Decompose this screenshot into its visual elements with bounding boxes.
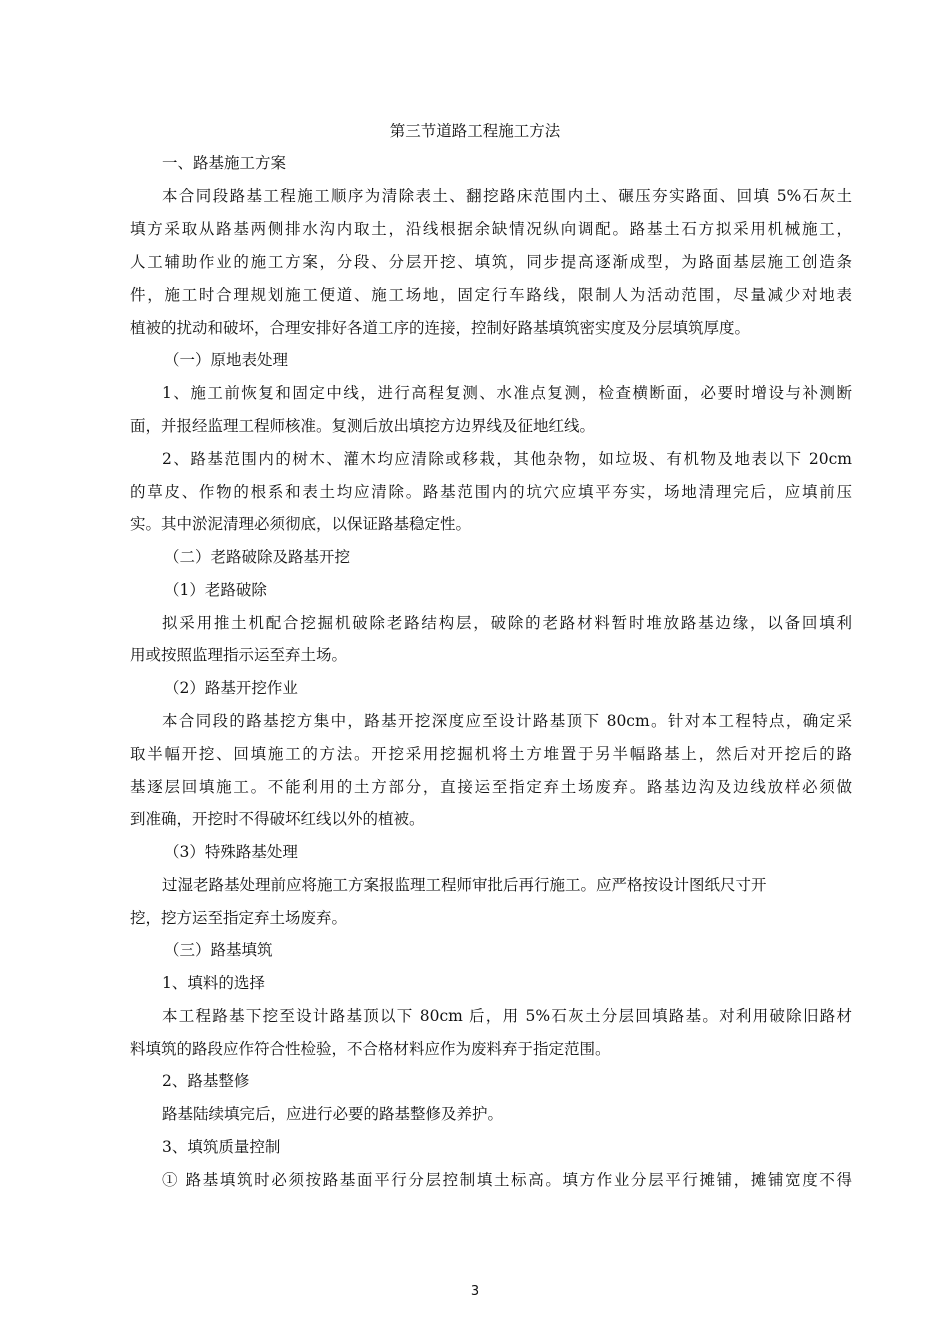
paragraph-line: ① 路基填筑时必须按路基面平行分层控制填土标高。填方作业分层平行摊铺，摊铺宽度不得 bbox=[162, 1171, 852, 1189]
paragraph-line: 取半幅开挖、回填施工的方法。开挖采用挖掘机将土方堆置于另半幅路基上，然后对开挖后的路 bbox=[130, 745, 852, 763]
subheading: （3）特殊路基处理 bbox=[164, 843, 298, 861]
paragraph-line: 2、路基范围内的树木、灌木均应清除或移栽，其他杂物，如垃圾、有机物及地表以下 20cm bbox=[162, 450, 852, 468]
paragraph-line: 路基陆续填完后，应进行必要的路基整修及养护。 bbox=[162, 1105, 504, 1123]
paragraph-line: 本合同段路基工程施工顺序为清除表土、翻挖路床范围内土、碾压夯实路面、回填 5%石灰土 bbox=[162, 187, 852, 205]
paragraph-line: 用或按照监理指示运至弃土场。 bbox=[130, 646, 348, 664]
subheading: （三）路基填筑 bbox=[164, 941, 273, 959]
section-title: 第三节道路工程施工方法 bbox=[389, 122, 561, 140]
paragraph-line: 料填筑的路段应作符合性检验，不合格材料应作为废料弃于指定范围。 bbox=[130, 1040, 611, 1058]
paragraph-line: 面，并报经监理工程师核准。复测后放出填挖方边界线及征地红线。 bbox=[130, 417, 596, 435]
paragraph-line: 的草皮、作物的根系和表土均应清除。路基范围内的坑穴应填平夯实，场地清理完后，应填前压 bbox=[130, 483, 852, 501]
paragraph-line: 到准确，开挖时不得破坏红线以外的植被。 bbox=[130, 810, 425, 828]
subheading: （二）老路破除及路基开挖 bbox=[164, 548, 351, 566]
paragraph-line: 挖，挖方运至指定弃土场废弃。 bbox=[130, 909, 348, 927]
paragraph-line: 填方采取从路基两侧排水沟内取土，沿线根据余缺情况纵向调配。路基土石方拟采用机械施工， bbox=[130, 220, 852, 238]
paragraph-line: 植被的扰动和破坏，合理安排好各道工序的连接，控制好路基填筑密实度及分层填筑厚度。 bbox=[130, 319, 751, 337]
paragraph-line: 本合同段的路基挖方集中，路基开挖深度应至设计路基顶下 80cm。针对本工程特点，确定采 bbox=[162, 712, 852, 730]
subheading: （1）老路破除 bbox=[164, 581, 267, 599]
heading-roadbed-plan: 一、路基施工方案 bbox=[162, 154, 287, 172]
paragraph-line: 实。其中淤泥清理必须彻底，以保证路基稳定性。 bbox=[130, 515, 472, 533]
subheading: （2）路基开挖作业 bbox=[164, 679, 298, 697]
paragraph-line: 件，施工时合理规划施工便道、施工场地，固定行车路线，限制人为活动范围，尽量减少对地表 bbox=[130, 286, 852, 304]
paragraph-line: 1、施工前恢复和固定中线，进行高程复测、水准点复测，检查横断面，必要时增设与补测断 bbox=[162, 384, 852, 402]
subheading: 1、填料的选择 bbox=[162, 974, 265, 992]
paragraph-line: 本工程路基下挖至设计路基顶以下 80cm 后，用 5%石灰土分层回填路基。对利用破除旧路材 bbox=[162, 1007, 852, 1025]
subheading: （一）原地表处理 bbox=[164, 351, 289, 369]
paragraph-line: 基逐层回填施工。不能利用的土方部分，直接运至指定弃土场废弃。路基边沟及边线放样必须做 bbox=[130, 778, 852, 796]
paragraph-line: 人工辅助作业的施工方案，分段、分层开挖、填筑，同步提高逐渐成型，为路面基层施工创造条 bbox=[130, 253, 852, 271]
paragraph-line: 拟采用推土机配合挖掘机破除老路结构层，破除的老路材料暂时堆放路基边缘，以备回填利 bbox=[162, 614, 852, 632]
paragraph-line: 过湿老路基处理前应将施工方案报监理工程师审批后再行施工。应严格按设计图纸尺寸开 bbox=[162, 876, 767, 894]
subheading: 3、填筑质量控制 bbox=[162, 1138, 281, 1156]
subheading: 2、路基整修 bbox=[162, 1072, 250, 1090]
page-number: 3 bbox=[470, 1284, 480, 1299]
